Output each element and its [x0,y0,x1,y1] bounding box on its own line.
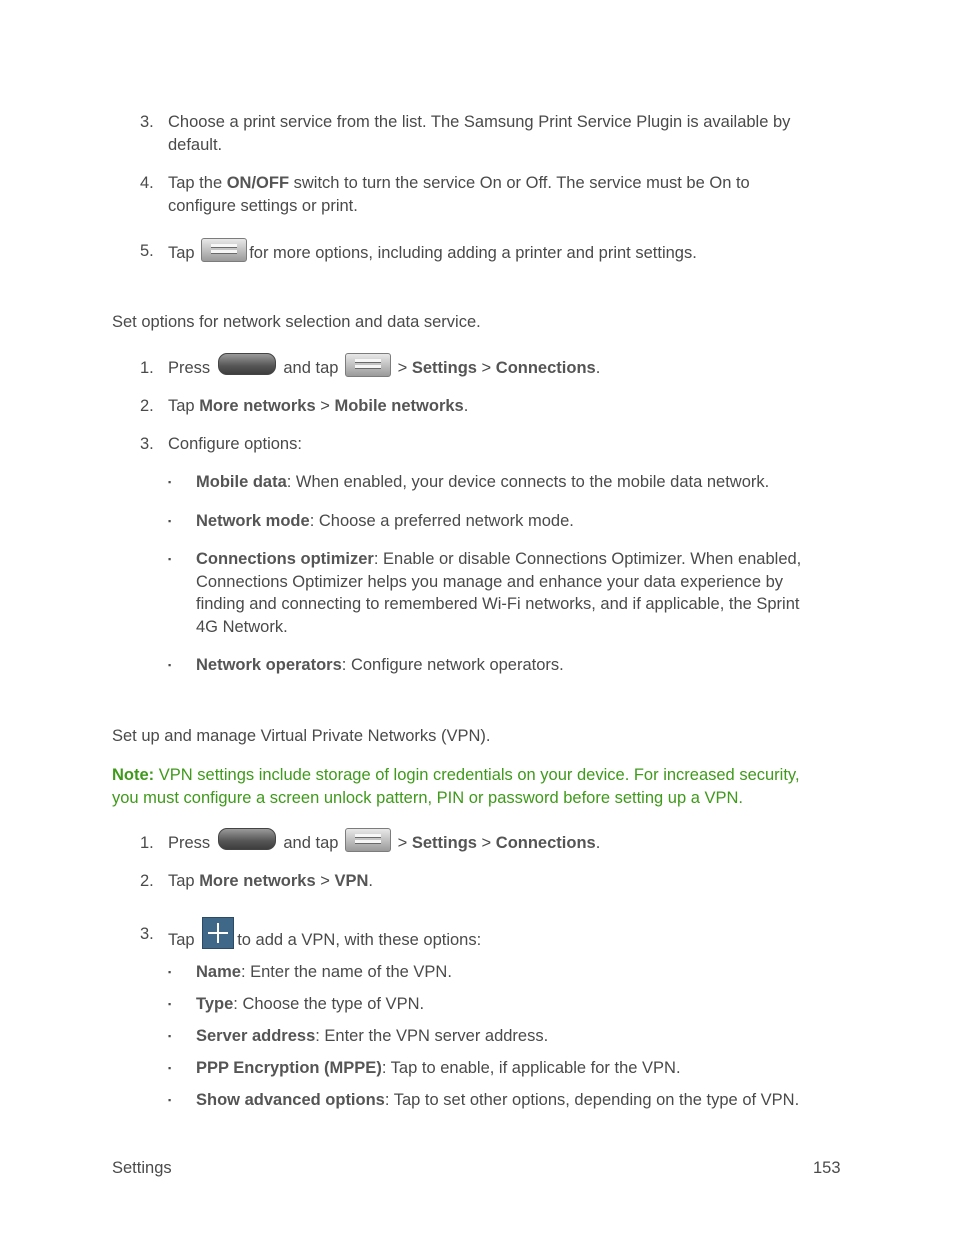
more-networks-label: More networks [199,397,316,415]
option-desc: : Choose a preferred network mode. [309,512,574,530]
option-item [196,993,836,1016]
mobile-networks-label: Mobile networks [334,397,464,415]
connections-label: Connections [495,834,596,852]
tap-label: Tap [168,931,195,949]
bullet-icon: ▪ [168,967,172,977]
option-item [196,1025,836,1048]
option-item [196,654,836,677]
step-number: 1. [140,359,154,377]
option-desc: : Enter the VPN server address. [315,1027,549,1045]
option-desc-line: finding and connecting to remembered Wi-Fi networks, and if applicable, the Sprint [196,595,800,613]
note-box [112,764,842,809]
step-number: 2. [140,397,154,415]
note-text: VPN settings include storage of login credentials on your device. For increased security, [154,766,800,784]
menu-key-icon [201,238,247,262]
connections-label: Connections [495,359,596,377]
press-label: Press [168,834,211,852]
step-text [168,172,750,217]
vpn-label: VPN [334,872,369,890]
option-item [196,471,836,494]
step-text [168,828,600,855]
step-number: 1. [140,834,154,852]
more-networks-label: More networks [199,872,316,890]
step-number: 3. [140,113,154,131]
and-tap-label: and tap [283,834,339,852]
separator: > [397,359,408,377]
option-desc-line: Connections Optimizer helps you manage and enhance your data experience by [196,572,784,591]
option-desc: : When enabled, your device connects to the mobile data network. [286,473,770,491]
option-item [196,548,836,638]
step-text-post: switch to turn the service On or Off. The service must be On to [289,174,750,192]
option-desc: : Tap to set other options, depending on the type of VPN. [384,1091,800,1109]
bullet-icon: ▪ [168,1031,172,1041]
step-line: Choose a print service from the list. The Samsung Print Service Plugin is available by [168,113,791,131]
option-name: Type [196,995,234,1013]
press-label: Press [168,359,211,377]
step-text [168,917,481,952]
step-line: default. [168,135,223,154]
separator: > [481,834,492,852]
step-text-pre: Tap [168,244,195,262]
note-text: you must configure a screen unlock pattern, PIN or password before setting up a VPN. [112,788,743,807]
step-line: configure settings or print. [168,196,358,215]
section-intro: Set up and manage Virtual Private Networks (VPN). [112,727,491,745]
separator: > [397,834,408,852]
option-desc: : Choose the type of VPN. [233,995,425,1013]
step-desc: to add a VPN, with these options: [237,931,482,949]
settings-label: Settings [411,834,477,852]
bullet-icon: ▪ [168,1095,172,1105]
period: . [463,397,469,415]
footer-section: Settings [112,1159,172,1177]
settings-label: Settings [411,359,477,377]
separator: > [315,397,335,415]
step-text [168,353,600,380]
bullet-icon: ▪ [168,999,172,1009]
page-number: 153 [813,1159,841,1177]
and-tap-label: and tap [283,359,339,377]
tap-label: Tap [168,872,200,890]
home-key-icon [218,828,276,850]
step-text [168,870,373,893]
option-name: Show advanced options [196,1091,385,1109]
option-name: Network operators [196,656,342,674]
option-name: Connections optimizer [196,550,374,568]
bullet-icon: ▪ [168,554,172,564]
option-desc-line: 4G Network. [196,617,288,636]
menu-key-icon [345,828,391,852]
period: . [595,359,601,377]
bullet-icon: ▪ [168,660,172,670]
step-text-pre: Tap the [168,174,227,192]
bullet-icon: ▪ [168,477,172,487]
option-name: Mobile data [196,473,287,491]
option-item [196,510,836,533]
add-plus-icon [202,917,234,949]
bullet-icon: ▪ [168,1063,172,1073]
option-item [196,1089,836,1112]
step-text-post: for more options, including adding a printer and print settings. [249,244,697,262]
option-desc: : Tap to enable, if applicable for the VPN. [381,1059,681,1077]
step-number: 5. [140,242,154,260]
tap-label: Tap [168,397,200,415]
option-name: Server address [196,1027,316,1045]
step-text: Configure options: [168,435,302,453]
bullet-icon: ▪ [168,516,172,526]
home-key-icon [218,353,276,375]
menu-key-icon [345,353,391,377]
on-off-label: ON/OFF [226,174,290,192]
period: . [595,834,601,852]
separator: > [315,872,335,890]
option-name: Name [196,963,241,981]
section-intro: Set options for network selection and data service. [112,313,481,331]
option-item [196,961,836,984]
step-text [168,238,697,265]
option-desc: : Enter the name of the VPN. [240,963,452,981]
option-name: Network mode [196,512,310,530]
separator: > [481,359,492,377]
step-text [168,395,468,418]
option-name: PPP Encryption (MPPE) [196,1059,382,1077]
step-text [168,111,790,156]
option-item [196,1057,836,1080]
note-label: Note: [112,766,155,784]
step-number: 4. [140,174,154,192]
option-desc: : Enable or disable Connections Optimizer. When enabled, [373,550,802,568]
step-number: 3. [140,925,154,943]
period: . [368,872,373,890]
option-desc: : Configure network operators. [341,656,564,674]
step-number: 2. [140,872,154,890]
step-number: 3. [140,435,154,453]
